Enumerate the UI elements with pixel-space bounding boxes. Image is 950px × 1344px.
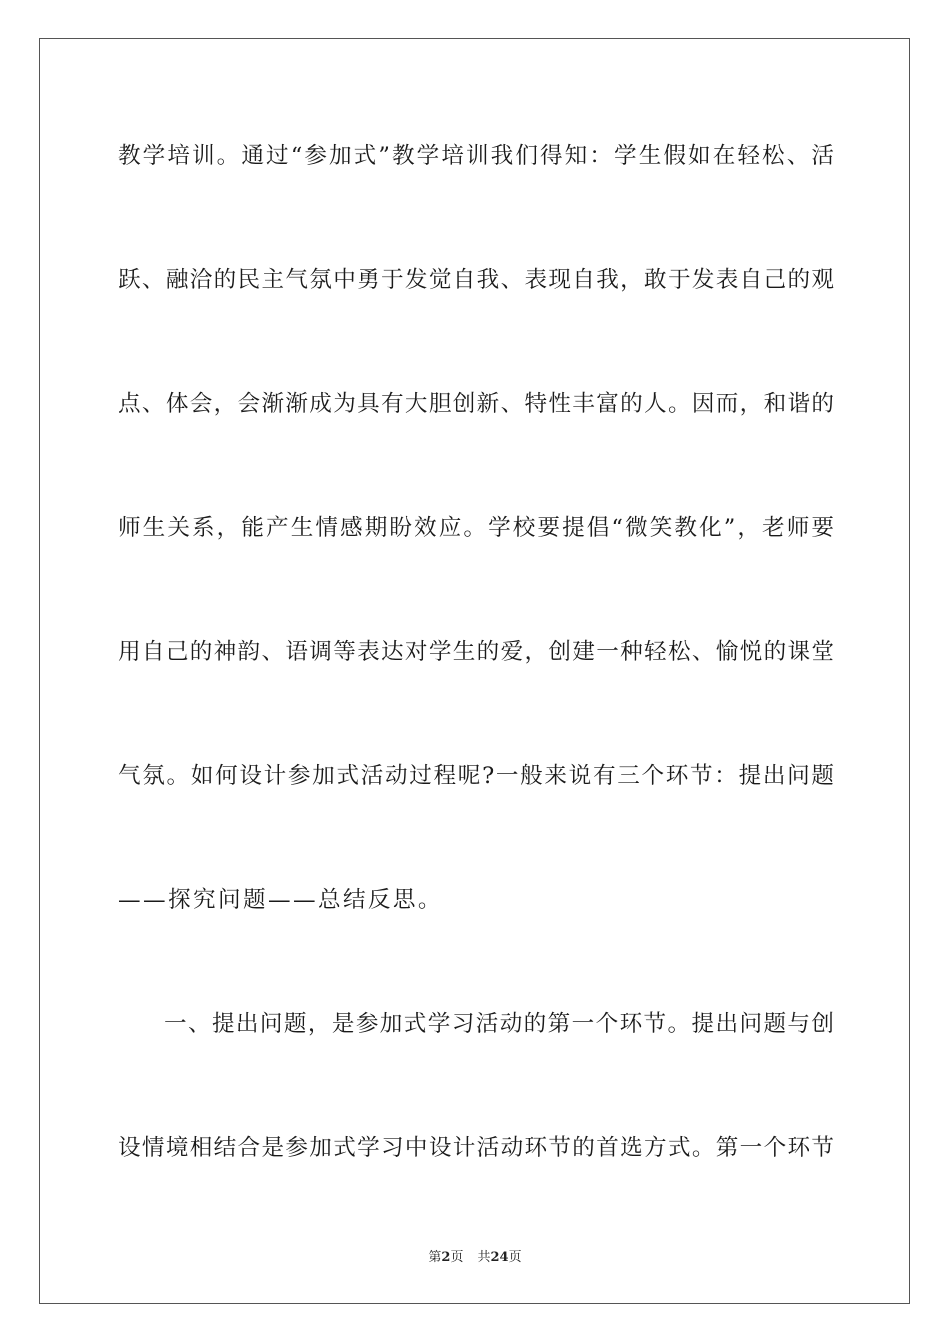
page-footer — [0, 1246, 950, 1265]
text-line-9: 设情境相结合是参加式学习中设计活动环节的首选方式。第一个环节 — [118, 1135, 834, 1161]
total-suffix: 页 — [508, 1250, 522, 1265]
line-gap — [118, 187, 834, 249]
text-line-7: ——探究问题——总结反思。 — [118, 887, 443, 913]
line-gap — [118, 311, 834, 373]
document-body — [118, 125, 834, 1179]
page-prefix: 第 — [428, 1250, 442, 1265]
paragraph-start-line: 一、提出问题，是参加式学习活动的第一个环节。提出问题与创 — [164, 1011, 834, 1037]
text-line-2: 跃、融洽的民主气氛中勇于发觉自我、表现自我，敢于发表自己的观 — [118, 267, 834, 293]
line-gap — [118, 807, 834, 869]
text-line-4: 师生关系，能产生情感期盼效应。学校要提倡“微笑教化”，老师要 — [118, 515, 834, 541]
text-line-6: 气氛。如何设计参加式活动过程呢?一般来说有三个环节：提出问题 — [118, 763, 834, 789]
total-pages: 24 — [490, 1250, 509, 1265]
text-line-1: 教学培训。通过“参加式”教学培训我们得知：学生假如在轻松、活 — [118, 143, 834, 169]
page-number: 2 — [441, 1250, 451, 1265]
line-gap — [118, 559, 834, 621]
page-suffix: 页 — [450, 1250, 464, 1265]
text-line-5: 用自己的神韵、语调等表达对学生的爱，创建一种轻松、愉悦的课堂 — [118, 639, 834, 665]
line-gap — [118, 1055, 834, 1117]
total-prefix: 共 — [477, 1250, 491, 1265]
line-gap — [118, 435, 834, 497]
line-gap — [118, 683, 834, 745]
line-gap — [118, 931, 834, 993]
text-line-3: 点、体会，会渐渐成为具有大胆创新、特性丰富的人。因而，和谐的 — [118, 391, 834, 417]
